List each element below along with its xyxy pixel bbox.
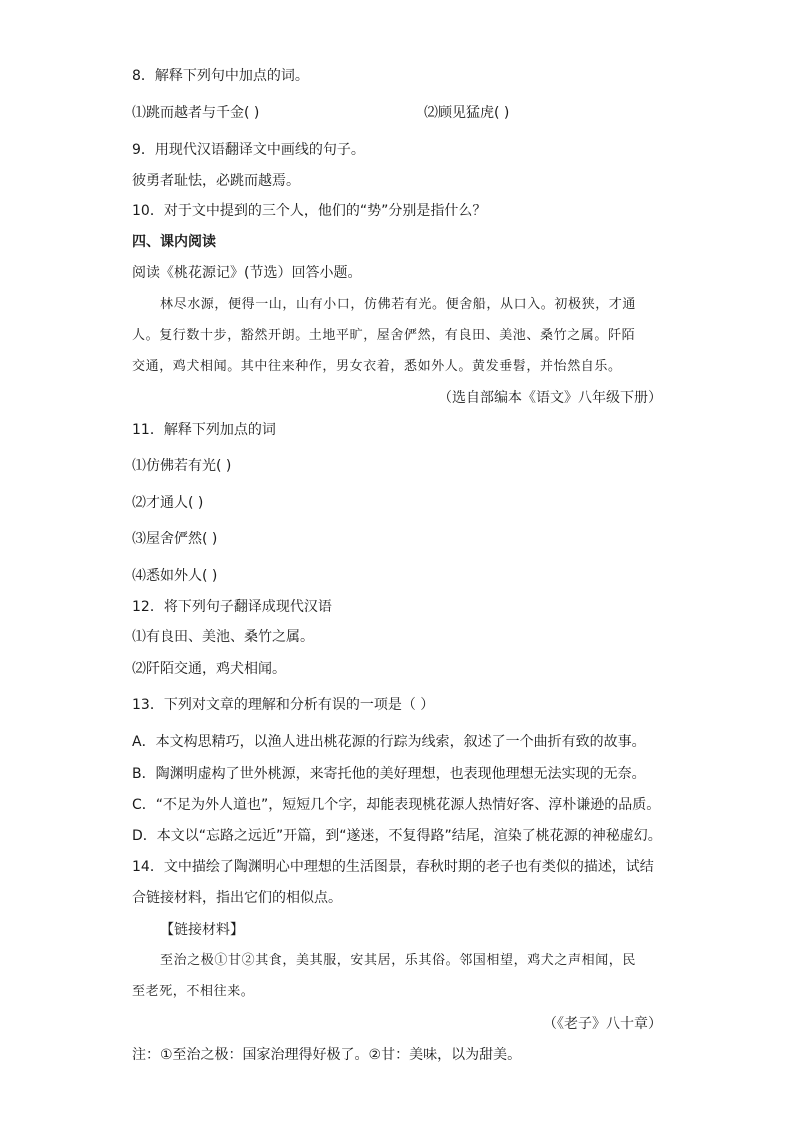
q11-item: ⑶屋舍俨然( ): [132, 531, 218, 547]
q8-prompt: 8．解释下列句中加点的词。: [132, 68, 309, 84]
passage-line: 林尽水源，便得一山，山有小口，仿佛若有光。便舍船，从口入。初极狭，才通: [160, 297, 637, 312]
q9-prompt: 9．用现代汉语翻译文中画线的句子。: [132, 142, 365, 158]
reading-intro: 阅读《桃花源记》(节选）回答小题。: [132, 265, 362, 281]
q13-option-a: A．本文构思精巧，以渔人进出桃花源的行踪为线索，叙述了一个曲折有致的故事。: [132, 734, 646, 750]
q13-option-d: D．本文以“忘路之远近”开篇，到“遂迷，不复得路”结尾，渲染了桃花源的神秘虚幻。: [132, 828, 662, 844]
q11-item: ⑷悉如外人( ): [132, 568, 218, 584]
q11-prompt: 11．解释下列加点的词: [132, 422, 276, 438]
passage-line: 人。复行数十步，豁然开朗。土地平旷，屋舍俨然，有良田、美池、桑竹之属。阡陌: [132, 328, 636, 343]
passage-line: 交通，鸡犬相闻。其中往来种作，男女衣着，悉如外人。黄发垂髫，并怡然自乐。: [132, 359, 622, 374]
q14-prompt-line: 合链接材料，指出它们的相似点。: [132, 890, 342, 906]
q11-item: ⑴仿佛若有光( ): [132, 458, 232, 474]
material-line: 至治之极①甘②其食，美其服，安其居，乐其俗。邻国相望，鸡犬之声相闻，民: [160, 953, 637, 968]
q8-item-1: ⑴跳而越者与千金( ): [132, 105, 260, 121]
material-source: （《老子》八十章）: [543, 1016, 662, 1032]
q12-item: ⑵阡陌交通，鸡犬相闻。: [132, 661, 286, 677]
q12-prompt: 12．将下列句子翻译成现代汉语: [132, 599, 332, 615]
annotation-note: 注：①至治之极：国家治理得好极了。②甘：美味，以为甜美。: [132, 1047, 522, 1063]
q13-option-b: B．陶渊明虚构了世外桃源，来寄托他的美好理想，也表现他理想无法实现的无奈。: [132, 766, 646, 782]
q10-prompt: 10．对于文中提到的三个人，他们的“势”分别是指什么？: [132, 203, 487, 219]
q13-prompt: 13．下列对文章的理解和分析有误的一项是（ ）: [132, 697, 435, 713]
q13-option-c: C．“不足为外人道也”，短短几个字，却能表现桃花源人热情好客、淳朴谦逊的品质。: [132, 797, 661, 813]
material-heading: 【链接材料】: [160, 922, 244, 938]
section-heading: 四、课内阅读: [132, 234, 216, 250]
q8-item-2: ⑵顾见猛虎( ): [424, 105, 510, 121]
passage-source: （选自部编本《语文》八年级下册）: [438, 390, 662, 406]
q11-item: ⑵才通人( ): [132, 495, 204, 511]
q9-sentence: 彼勇者耻怯，必跳而越焉。: [132, 173, 300, 189]
q12-item: ⑴有良田、美池、桑竹之属。: [132, 629, 314, 645]
q14-prompt-line: 14．文中描绘了陶渊明心中理想的生活图景，春秋时期的老子也有类似的描述，试结: [132, 859, 654, 875]
material-line: 至老死，不相往来。: [132, 984, 255, 999]
